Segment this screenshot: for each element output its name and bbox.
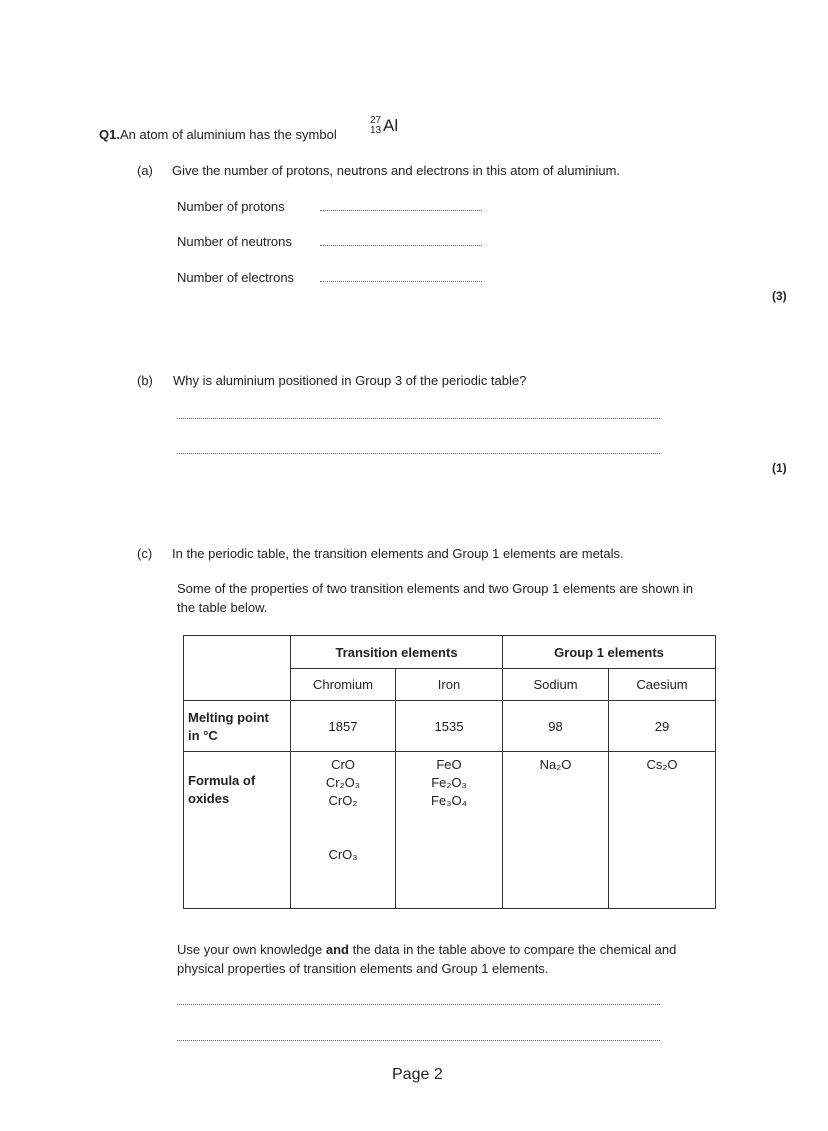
element-symbol: Al — [383, 116, 399, 135]
protons-answer-line[interactable] — [320, 210, 482, 211]
part-c-prompt-line-1 — [177, 942, 676, 957]
oxides-sodium — [503, 752, 609, 909]
properties-table — [183, 635, 716, 909]
oxides-caesium — [609, 752, 716, 909]
part-a-marks: (3) — [772, 289, 787, 303]
mass-number: 27 — [370, 115, 382, 126]
part-c-answer-line-2[interactable] — [177, 1040, 660, 1041]
oxides-chromium — [291, 752, 396, 909]
oxide-formula: Fe₂O₃ — [431, 775, 467, 790]
melting-point-iron: 1535 — [396, 701, 503, 752]
aluminium-symbol — [370, 116, 410, 142]
element-sodium: Sodium — [503, 669, 609, 701]
group1-elements-header: Group 1 elements — [503, 636, 716, 669]
element-chromium: Chromium — [291, 669, 396, 701]
question-intro: An atom of aluminium has the symbol — [119, 127, 337, 142]
melting-point-sodium: 98 — [503, 701, 609, 752]
part-b-text: Why is aluminium positioned in Group 3 of the periodic table? — [173, 373, 527, 388]
part-c-prompt-line-2: physical properties of transition elements and Group 1 elements. — [177, 961, 549, 976]
part-c-answer-line-1[interactable] — [177, 1004, 660, 1005]
melting-point-label-line-1: Melting point — [188, 710, 269, 725]
part-b-label: (b) — [137, 373, 153, 388]
transition-elements-header: Transition elements — [291, 636, 503, 669]
oxide-formula: CrO₃ — [328, 847, 358, 862]
part-a-label: (a) — [137, 163, 153, 178]
oxides-label-line-1: Formula of — [188, 773, 256, 788]
prompt-text-bold: and — [325, 942, 349, 957]
oxides-iron — [396, 752, 503, 909]
oxide-formula: CrO₂ — [328, 793, 358, 808]
question-number: Q1. — [99, 127, 120, 142]
melting-point-chromium: 1857 — [291, 701, 396, 752]
oxide-formula: Cr₂O₃ — [325, 775, 361, 790]
part-c-text: In the periodic table, the transition elements and Group 1 elements are metals. — [172, 546, 624, 561]
part-c-intro-line-1: Some of the properties of two transition elements and two Group 1 elements are shown in — [177, 581, 693, 596]
question-heading — [99, 127, 337, 142]
melting-point-caesium: 29 — [609, 701, 716, 752]
prompt-text-pre: Use your own knowledge — [177, 942, 326, 957]
neutrons-label: Number of neutrons — [177, 234, 292, 249]
table-corner-cell — [184, 636, 291, 701]
neutrons-answer-line[interactable] — [320, 245, 482, 246]
oxide-formula: FeO — [436, 757, 462, 772]
part-a-text: Give the number of protons, neutrons and electrons in this atom of aluminium. — [172, 163, 621, 178]
atomic-number: 13 — [370, 125, 382, 136]
electrons-answer-line[interactable] — [320, 281, 482, 282]
part-c-intro-line-2: the table below. — [177, 600, 268, 615]
element-iron: Iron — [396, 669, 503, 701]
oxides-label-line-2: oxides — [188, 791, 230, 806]
electrons-label: Number of electrons — [177, 270, 295, 285]
element-caesium: Caesium — [609, 669, 716, 701]
part-b-answer-line-1[interactable] — [177, 418, 660, 419]
melting-point-row-label — [184, 701, 291, 752]
oxide-formula: Fe₃O₄ — [431, 793, 467, 808]
part-c-label: (c) — [137, 546, 153, 561]
page-number: Page 2 — [392, 1066, 443, 1083]
oxide-formula: Cs₂O — [646, 757, 678, 772]
part-b-marks: (1) — [772, 461, 787, 475]
oxide-formula: Na₂O — [539, 757, 572, 772]
oxide-formula: CrO — [331, 757, 355, 772]
protons-label: Number of protons — [177, 199, 285, 214]
melting-point-label-line-2: in °C — [188, 728, 218, 743]
part-b-answer-line-2[interactable] — [177, 453, 660, 454]
oxides-row-label — [184, 752, 291, 909]
prompt-text-post: the data in the table above to compare the chemical and — [348, 942, 677, 957]
